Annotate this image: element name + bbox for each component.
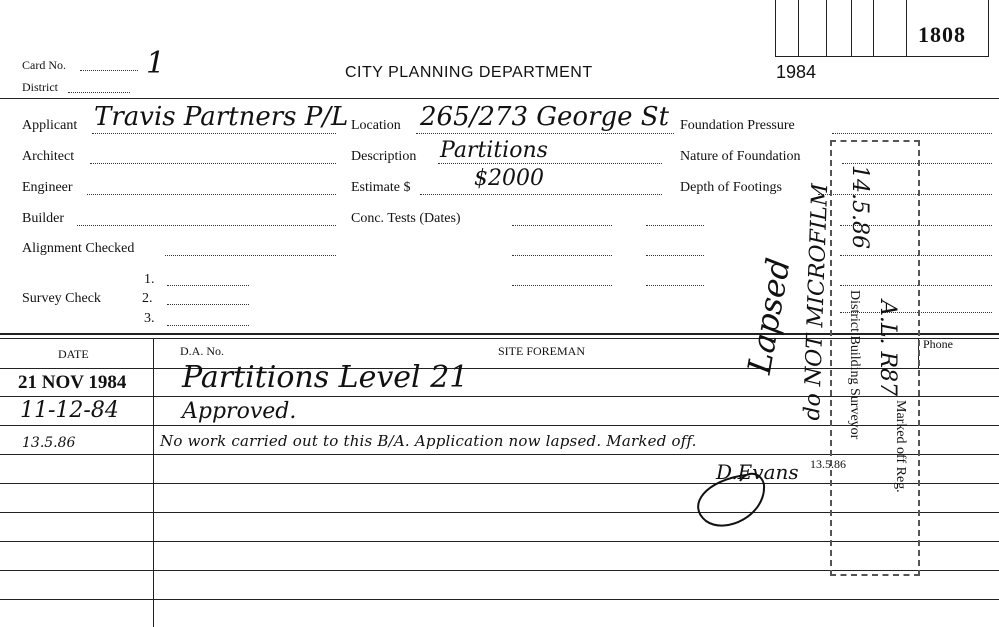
log-row-3-text: No work carried out to this B/A. Application now lapsed. Marked off. xyxy=(160,432,697,450)
card-no-label: Card No. xyxy=(22,58,66,72)
conc-tests-label: Conc. Tests (Dates) xyxy=(351,211,461,226)
foundation-pressure-label: Foundation Pressure xyxy=(680,118,795,133)
survey-2-label: 2. xyxy=(142,291,153,306)
card-year: 1984 xyxy=(776,62,817,82)
department-title: CITY PLANNING DEPARTMENT xyxy=(345,64,593,81)
nature-foundation-label: Nature of Foundation xyxy=(680,149,801,164)
applicant-label: Applicant xyxy=(22,118,78,133)
card-number: 1808 xyxy=(918,22,966,47)
phone-header: Phone xyxy=(923,337,953,351)
depth-footings-label: Depth of Footings xyxy=(680,180,782,195)
location-label: Location xyxy=(351,118,401,133)
log-row-3-date: 13.5.86 xyxy=(22,435,76,451)
engineer-label: Engineer xyxy=(22,180,73,195)
lapsed-annotation: Lapsed xyxy=(740,255,798,377)
description-label: Description xyxy=(351,149,417,164)
builder-label: Builder xyxy=(22,211,64,226)
applicant-value: Travis Partners P/L xyxy=(94,102,349,132)
log-row-1-text: Partitions Level 21 xyxy=(182,360,469,395)
signature: D.Evans xyxy=(716,460,799,484)
alignment-label: Alignment Checked xyxy=(22,241,135,256)
stamp-date: 14.5.86 xyxy=(847,165,872,249)
log-row-2-date: 11-12-84 xyxy=(20,398,119,423)
log-row-2-text: Approved. xyxy=(182,399,297,424)
estimate-label: Estimate $ xyxy=(351,180,411,195)
stamp-district: District Building Surveyor xyxy=(847,290,862,440)
card-number-box xyxy=(775,0,989,57)
survey-3-label: 3. xyxy=(144,311,155,326)
log-row-1-date: 21 NOV 1984 xyxy=(18,372,127,393)
signature-date: 13.5.86 xyxy=(810,457,846,471)
do-not-microfilm-annotation: do NOT MICROFILM xyxy=(800,183,834,421)
estimate-value: $2000 xyxy=(474,166,544,191)
da-no-header: D.A. No. xyxy=(180,344,224,358)
location-value: 265/273 George St xyxy=(420,102,670,132)
site-foreman-header: SITE FOREMAN xyxy=(498,344,586,358)
survey-label: Survey Check xyxy=(22,291,101,306)
description-value: Partitions xyxy=(440,138,548,163)
stamp-initials: A.L. R87 xyxy=(875,300,900,397)
architect-label: Architect xyxy=(22,149,75,164)
card-no-value: 1 xyxy=(146,46,166,81)
survey-1-label: 1. xyxy=(144,272,155,287)
date-header: DATE xyxy=(58,347,89,361)
district-label: District xyxy=(22,80,58,94)
stamp-marked: Marked off Reg. xyxy=(893,400,908,493)
